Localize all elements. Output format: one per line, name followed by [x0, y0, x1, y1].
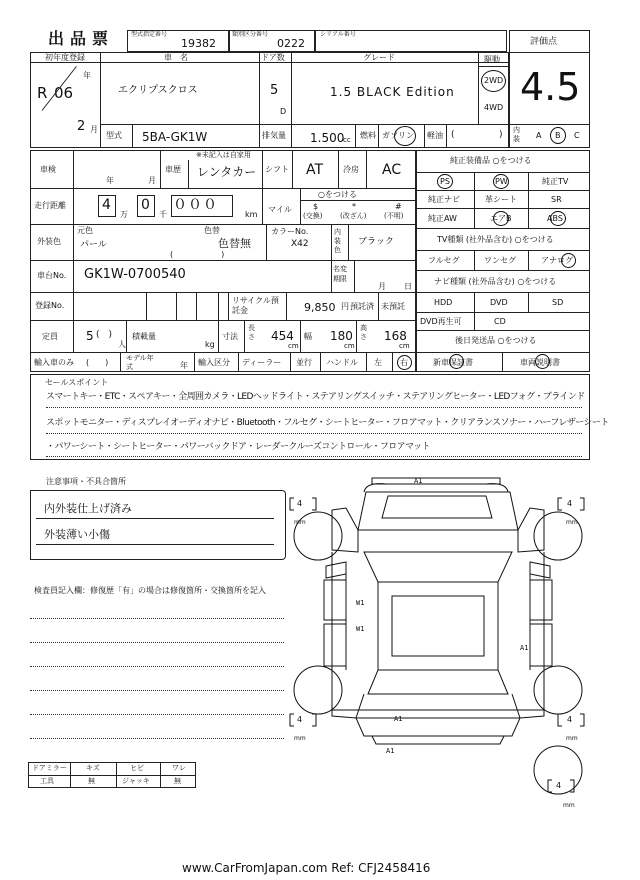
import-label: 輸入車のみ [34, 358, 74, 367]
notes-line-2: 外装薄い小傷 [44, 528, 110, 541]
shift-label: シフト [265, 165, 289, 174]
mileage-label: 走行距離 [34, 201, 66, 210]
notes-bracket-right [276, 490, 286, 560]
class-number-label: 類別区分番号 [232, 31, 269, 38]
fuel-paren-open: ( [451, 130, 455, 140]
tire-depth-fr: 4 [567, 499, 573, 508]
meter-opt3: (不明) [384, 212, 404, 220]
recycle-label: リサイクル預託金 [232, 296, 279, 315]
inspection-year-unit: 年 [106, 176, 114, 185]
name-change-day: 日 [404, 282, 412, 291]
import-parallel: 並行 [296, 358, 312, 367]
repaint-paren: ( ) [170, 250, 225, 259]
capacity-value: 5 [86, 329, 94, 343]
later-label: 後日発送品 ○をつける [455, 336, 537, 345]
sales-line-3: ・パワーシート・シートヒーター・パワーバックドア・レーダークルーズコントロール・フロアマット [46, 442, 430, 452]
length-unit: cm [288, 342, 299, 350]
tire-depth-rl-unit: mm [294, 735, 306, 742]
displacement-label: 排気量 [262, 131, 286, 140]
fuel-paren-close: ) [499, 130, 503, 140]
jack-label: ジャッキ [122, 777, 150, 785]
import-dealer: ディーラー [242, 358, 282, 367]
navi-dvd: DVD [490, 298, 508, 307]
mileage-man: 万 [120, 210, 128, 219]
notes-bracket [30, 490, 280, 560]
width-value: 180 [330, 329, 353, 343]
drive-label: 駆動 [484, 55, 500, 64]
chassis-label: 車台No. [37, 271, 67, 280]
model-number-value: 19382 [181, 37, 216, 50]
legend-scratch: キズ [86, 764, 100, 772]
first-reg-year-unit: 年 [83, 71, 91, 80]
height-value: 168 [384, 329, 407, 343]
damage-front-bumper: A1 [414, 477, 423, 485]
tire-depth-spare-unit: mm [563, 802, 575, 809]
equip-ps: PS [440, 177, 450, 186]
meter-opt1: (交換) [303, 212, 323, 220]
recycle-value: 9,850 [304, 301, 336, 314]
height-unit: cm [399, 342, 410, 350]
capacity-paren: ( ) [96, 330, 113, 340]
meter-opt1-sym: $ [313, 202, 319, 211]
score-value: 4.5 [520, 65, 581, 109]
import-type-label: 輸入区分 [198, 358, 230, 367]
load-label: 積載量 [132, 332, 156, 341]
tire-depth-fr-unit: mm [566, 519, 578, 526]
name-change-month: 月 [378, 282, 386, 291]
usage-label: 車歴 [165, 165, 181, 174]
inspection-month-unit: 月 [148, 176, 156, 185]
damage-left-rear-door: W1 [356, 625, 365, 633]
registration-label: 登録No. [35, 301, 65, 310]
interior-b: B [555, 131, 561, 140]
displacement-unit: cc [343, 136, 351, 144]
equip-navi: 純正ナビ [428, 195, 460, 204]
vehicle-manual: 車両説明書 [520, 358, 560, 367]
damage-rear-bumper: A1 [386, 747, 395, 755]
first-reg-month: 2 [77, 119, 86, 134]
equip-aw: 純正AW [428, 214, 457, 223]
jack-value: 無 [174, 777, 181, 785]
interior-label: 内装 [513, 126, 520, 143]
handle-label: ハンドル [326, 358, 358, 367]
recycle-deposited: 預託済 [350, 302, 374, 311]
name-change-label: 名変期限 [333, 265, 347, 283]
grade-value: 1.5 BLACK Edition [330, 85, 455, 99]
meter-opt3-sym: # [395, 202, 402, 211]
length-value: 454 [271, 329, 294, 343]
repaint-label: 色替 [204, 226, 220, 235]
fuel-gasoline: ガソリン [382, 131, 414, 140]
notes-label: 注意事項・不具合箇所 [46, 477, 126, 486]
drive-4wd: 4WD [484, 103, 504, 112]
navi-sd: SD [552, 298, 564, 307]
sales-line-1: スマートキー・ETC・スペアキー・全周囲カメラ・LEDヘッドライト・ステアリングスイッチ・ステアリングヒーター・LEDフォグ・ブラインド [46, 392, 585, 402]
form-title: 出品票 [48, 29, 115, 48]
interior-c: C [574, 131, 580, 140]
tire-depth-spare: 4 [556, 781, 562, 790]
model-label: 型式 [106, 131, 122, 140]
tv-type-label: TV種類 (社外品含む) ○をつける [437, 235, 554, 244]
door-type: D [280, 107, 287, 116]
inspection-label: 車検 [40, 165, 56, 174]
orig-color-label: 元色 [77, 226, 93, 235]
tire-depth-fl-unit: mm [294, 519, 306, 526]
equip-sr: SR [551, 195, 562, 204]
equip-airbag: エアB [490, 214, 512, 223]
dvd-player: DVD再生可 [420, 317, 462, 326]
drive-2wd: 2WD [484, 76, 504, 85]
grade-label: グレード [363, 53, 395, 62]
cd: CD [494, 317, 506, 326]
score-label: 評価点 [530, 37, 558, 47]
usage-note: ※未記入は自家用 [196, 151, 251, 159]
width-unit: cm [344, 342, 355, 350]
height-label: 高さ [360, 324, 367, 341]
tire-depth-rl: 4 [297, 715, 303, 724]
class-number-value: 0222 [277, 37, 305, 50]
equip-tv: 純正TV [542, 177, 569, 186]
capacity-unit: 人 [118, 340, 126, 349]
door-count: 5 [270, 83, 279, 98]
navi-type-label: ナビ種類 (社外品含む) ○をつける [434, 277, 557, 286]
mileage-unit: km [245, 210, 258, 219]
repaint-value: 色替無 [218, 237, 251, 250]
handle-right: 右 [400, 358, 408, 367]
ac-label: 冷房 [343, 165, 359, 174]
model-value: 5BA-GK1W [142, 130, 208, 144]
tire-depth-rr-unit: mm [566, 735, 578, 742]
orig-color-value: パール [80, 240, 107, 250]
handle-left: 左 [374, 358, 382, 367]
width-label: 幅 [304, 332, 312, 341]
color-no-label: カラーNo. [271, 227, 309, 236]
fuel-diesel: 軽油 [427, 131, 443, 140]
serial-number-label: シリアル番号 [320, 31, 356, 38]
color-no-value: X42 [291, 239, 309, 249]
int-color-label: 内装色 [334, 228, 341, 254]
new-car-warranty: 新車保証書 [433, 358, 473, 367]
ac-value: AC [382, 162, 402, 178]
meter-note: ○をつける [318, 190, 357, 199]
car-damage-diagram [286, 470, 590, 810]
equip-abs: ABS [547, 214, 563, 223]
genuine-equip-label: 純正装備品 ○をつける [450, 156, 532, 165]
model-year-label: モデル年式 [126, 354, 154, 371]
color-label: 外装色 [37, 237, 61, 246]
first-reg-label: 初年度登録 [45, 53, 85, 62]
mileage-digit-3: ０００ [173, 197, 218, 213]
meter-opt2: (改ざん) [340, 212, 367, 220]
load-unit: kg [205, 340, 215, 349]
mileage-sen: 千 [159, 210, 167, 219]
footer-reference: www.CarFromJapan.com Ref: CFJ2458416 [182, 861, 431, 875]
capacity-label: 定員 [42, 332, 58, 341]
damage-right-side: A1 [520, 644, 529, 652]
interior-a: A [536, 131, 542, 140]
tv-analog: アナログ [541, 256, 573, 265]
car-name-label: 車 名 [164, 53, 188, 62]
door-label: ドア数 [261, 53, 285, 62]
meter-mile-label: マイル [268, 205, 292, 214]
damage-rear-left: A1 [394, 715, 403, 723]
inspector-note: 検査員記入欄：修復歴「有」の場合は修復箇所・交換箇所を記入 [34, 586, 266, 595]
equip-leather: 革シート [485, 195, 517, 204]
fuel-label: 燃料 [360, 131, 376, 140]
tire-depth-rr: 4 [567, 715, 573, 724]
sales-points-label: セールスポイント [45, 378, 109, 387]
tv-fullseg: フルセグ [428, 256, 460, 265]
legend-break: ワレ [172, 764, 186, 772]
dims-label: 寸法 [222, 332, 238, 341]
first-reg-year: 06 [54, 84, 74, 102]
tools-value: 無 [88, 777, 95, 785]
model-number-label: 型式指定番号 [131, 31, 168, 38]
import-paren: ( ) [86, 358, 109, 367]
model-year-unit: 年 [180, 361, 188, 370]
notes-line-1: 内外装仕上げ済み [44, 502, 132, 515]
car-name-value: エクリプスクロス [118, 85, 198, 96]
int-color-value: ブラック [358, 237, 394, 247]
mileage-digit-1: 4 [102, 197, 111, 213]
usage-value: レンタカー [197, 165, 257, 179]
legend-mirror: ドアミラー [32, 764, 67, 772]
sales-line-2: スポットモニター・ディスプレイオーディオナビ・Bluetooth・フルセグ・シートヒーター・フロアマット・クリアランスソナー・ハーフレザーシート [46, 418, 609, 428]
tire-depth-fl: 4 [297, 499, 303, 508]
navi-hdd: HDD [434, 298, 453, 307]
first-reg-era: R [37, 84, 48, 102]
displacement-value: 1.500 [310, 131, 345, 145]
first-reg-month-unit: 月 [90, 125, 98, 134]
recycle-not-deposited: 未預託 [381, 302, 405, 311]
mileage-digit-2: 0 [141, 197, 150, 213]
equip-pw: PW [495, 177, 508, 186]
chassis-value: GK1W-0700540 [84, 267, 186, 282]
damage-left-front-door: W1 [356, 599, 365, 607]
legend-crack: ヒビ [130, 764, 144, 772]
recycle-unit: 円 [341, 302, 349, 311]
tools-label: 工具 [40, 777, 54, 785]
length-label: 長さ [248, 324, 255, 341]
tv-oneseg: ワンセグ [484, 256, 516, 265]
shift-value: AT [306, 162, 324, 178]
meter-opt2-sym: * [352, 202, 356, 211]
